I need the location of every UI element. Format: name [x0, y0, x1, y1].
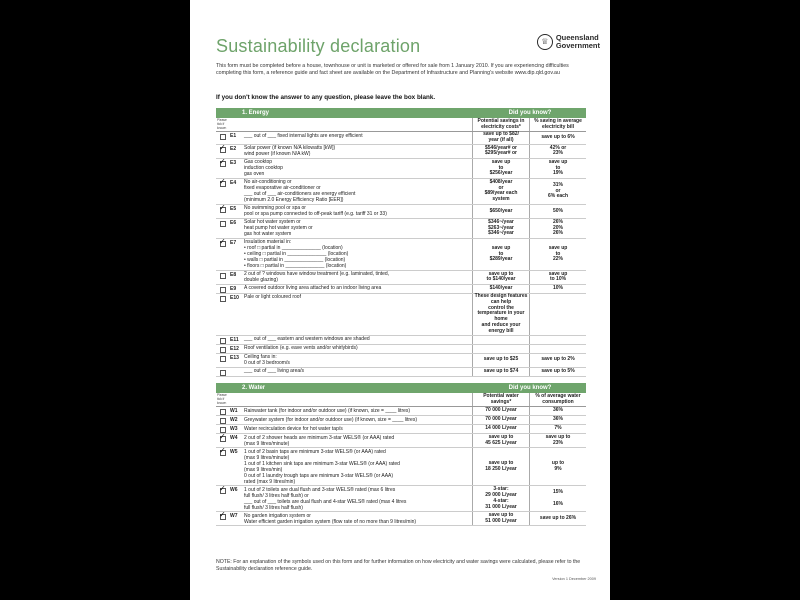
question-text: Water recirculation device for hot water tap/s [244, 425, 343, 432]
potential-savings: 14 000 L/year [472, 425, 529, 433]
percent-saving: 36% [529, 416, 586, 424]
potential-savings: save up to $256/year [472, 159, 529, 178]
potential-savings: 3-star: 29 000 L/year 4-star: 31 000 L/year [472, 486, 529, 511]
question-text: ___ out of ___ eastern and western windows are shaded [244, 336, 370, 343]
question-text: Rainwater tank (for indoor and/or outdoor use) (if known, size = ____ litres) [244, 407, 411, 414]
did-you-know-label: Did you know? [508, 110, 552, 116]
question-code [230, 368, 242, 376]
percent-saving: save up to 26% [529, 512, 586, 525]
question-text: 1 out of 2 basin taps are minimum 3-star WELS® (or AAA) rated (max 9 litres/minute) 1 out of 1 kitchen sink taps are minimum 3-star WELS® (or AAA) rated (max 9 litres/min) 0 out of 1 laundry trough taps are minimum 3-star WELS® (or AAA) rated (max 9 litres/min) [244, 448, 400, 485]
water-row [216, 416, 586, 425]
question-text: Solar power (if known N/A kilowatts [kW]) wind power (if known N/A kW) [244, 145, 336, 158]
question-text: Solar hot water system or heat pump hot water system or gas hot water system [244, 219, 313, 238]
tick-column-label: Please tick if known [217, 118, 227, 130]
potential-savings: These design features can help control the temperature in your home and reduce your energy bill [472, 294, 529, 335]
energy-row [216, 239, 586, 271]
water-percent-col: % of average water consumption [529, 393, 586, 406]
percent-saving: save up to 5% [529, 368, 586, 376]
percent-saving: save up to 19% [529, 159, 586, 178]
potential-savings: $650/year [472, 205, 529, 218]
question-code: E2 [230, 145, 237, 152]
energy-column-header [216, 118, 586, 132]
tick-checkbox[interactable] [220, 296, 226, 302]
energy-row [216, 345, 586, 354]
question-code: W2 [230, 417, 238, 424]
page-title: Sustainability declaration [216, 36, 421, 56]
water-column-header [216, 393, 586, 407]
potential-savings: $346~/year $263~/year $346~/year [472, 219, 529, 238]
tick-checkbox[interactable] [220, 356, 226, 362]
tick-checkbox[interactable] [220, 181, 226, 187]
question-text: Roof ventilation (e.g. eave vents and/or whirlybirds) [244, 345, 358, 352]
energy-savings-col: Potential savings in electricity costs* [472, 118, 529, 131]
percent-saving: save up to 2% [529, 354, 586, 367]
potential-savings: $140/year [472, 285, 529, 293]
percent-saving: save up to 22% [529, 239, 586, 270]
did-you-know-label: Did you know? [508, 385, 552, 391]
tick-checkbox[interactable] [220, 488, 226, 494]
percent-saving [529, 336, 586, 344]
question-code: W4 [230, 435, 238, 442]
question-text: 2 out of 2 shower heads are minimum 3-star WELS® (or AAA) rated (max 9 litres/minute) [244, 434, 395, 447]
percent-saving: 7% [529, 425, 586, 433]
energy-row [216, 336, 586, 345]
question-code: W1 [230, 408, 238, 415]
energy-row [216, 159, 586, 179]
question-code: E11 [230, 336, 239, 343]
warning-text: If you don't know the answer to any question, please leave the box blank. [216, 94, 436, 101]
potential-savings: $408/year or $89/year each system [472, 179, 529, 204]
intro-text: This form must be completed before a house, townhouse or unit is marketed or offered for sale from 1 January 2010. If you are experiencing difficulties completing this form, a reference guide and fact sheet are available on the Department of Infrastructure and Planning's website www.dip.qld.gov.au [216, 63, 569, 76]
percent-saving [529, 294, 586, 335]
question-code: E7 [230, 239, 237, 246]
potential-savings: save up to $74 [472, 368, 529, 376]
potential-savings [472, 345, 529, 353]
tick-column-label: Please tick if known [217, 393, 227, 405]
question-code: W6 [230, 487, 238, 494]
question-text: ___ out of ___ fixed internal lights are energy efficient [244, 132, 363, 139]
question-text: Gas cooktop induction cooktop gas oven [244, 159, 283, 178]
question-text: ___ out of ___ living area/s [244, 368, 305, 375]
potential-savings: save up to 51 000 L/year [472, 512, 529, 525]
potential-savings: $546/year# or $295/year# or [472, 145, 529, 158]
energy-row [216, 354, 586, 368]
question-code: E10 [230, 294, 239, 301]
question-text: Pale or light coloured roof [244, 294, 301, 301]
question-text: 1 out of 2 toilets are dual flush and 3-star WELS® rated (max 6 litres full flush/ 3 litres half flush) or ___ out of ___ toilets are dual flush and 4-star WELS® rated (max 4 litres full flush/ 3 litres half flush) [244, 486, 407, 511]
potential-savings: save up to $82/ year (if all) [472, 132, 529, 144]
tick-checkbox[interactable] [220, 273, 226, 279]
energy-heading: 1. Energy [242, 110, 270, 116]
potential-savings: save up to 45 625 L/year [472, 434, 529, 447]
tick-checkbox[interactable] [220, 134, 226, 140]
percent-saving: 31% or 6% each [529, 179, 586, 204]
question-text: No garden irrigation system or Water efficient garden irrigation system (flow rate of no more than 9 litres/min) [244, 512, 417, 525]
declaration-form-page [190, 0, 610, 600]
question-code: W5 [230, 449, 238, 456]
question-code: E8 [230, 271, 237, 278]
question-code: E4 [230, 179, 237, 186]
energy-row [216, 145, 586, 159]
energy-section [216, 108, 586, 377]
percent-saving: 10% [529, 285, 586, 293]
water-header [216, 383, 586, 393]
water-row [216, 486, 586, 512]
question-text: A covered outdoor living area attached to an indoor living area [244, 285, 382, 292]
energy-row [216, 271, 586, 285]
logo-line-1: Queensland [555, 33, 599, 42]
percent-saving: 36% [529, 407, 586, 415]
question-code: E13 [230, 354, 239, 361]
percent-saving: save up to 6% [529, 132, 586, 144]
logo-line-2: Government [555, 41, 600, 50]
energy-row [216, 294, 586, 336]
tick-checkbox[interactable] [220, 207, 226, 213]
energy-row [216, 219, 586, 239]
energy-percent-col: % saving in average electricity bill [529, 118, 586, 131]
question-text: 2 out of ? windows have window treatment (e.g. laminated, tinted, double glazing) [244, 271, 390, 284]
tick-checkbox[interactable] [220, 241, 226, 247]
tick-checkbox[interactable] [220, 287, 226, 293]
question-code: E6 [230, 219, 237, 226]
energy-row [216, 132, 586, 145]
tick-checkbox[interactable] [220, 347, 226, 353]
tick-checkbox[interactable] [220, 370, 226, 376]
tick-checkbox[interactable] [220, 450, 226, 456]
potential-savings: save up to 18 250 L/year [472, 448, 529, 485]
tick-checkbox[interactable] [220, 221, 226, 227]
percent-saving: up to 9% [529, 448, 586, 485]
percent-saving: 50% [529, 205, 586, 218]
question-text: No air-conditioning or fixed evaporative air-conditioner or ___ out of ___ air-conditioners are energy efficient (minimum 2.0 Energy Efficiency Ratio [EER]) [244, 179, 356, 204]
qld-government-logo [537, 34, 600, 50]
question-text: Greywater system (for indoor and/or outdoor use) (if known, size = ____ litres) [244, 416, 417, 423]
water-section [216, 383, 586, 526]
water-savings-col: Potential water savings* [472, 393, 529, 406]
question-text: No swimming pool or spa or pool or spa pump connected to off-peak tariff (e.g. tariff 31 or 33) [244, 205, 387, 218]
water-row [216, 448, 586, 486]
question-code: E5 [230, 205, 237, 212]
percent-saving: save up to 23% [529, 434, 586, 447]
potential-savings: save up to to $140/year [472, 271, 529, 284]
tick-checkbox[interactable] [220, 409, 226, 415]
tick-checkbox[interactable] [220, 338, 226, 344]
energy-header [216, 108, 586, 118]
question-code: E3 [230, 159, 237, 166]
question-code: E1 [230, 133, 237, 140]
potential-savings: save up to $289/year [472, 239, 529, 270]
energy-row [216, 285, 586, 294]
percent-saving [529, 345, 586, 353]
percent-saving: save up to 10% [529, 271, 586, 284]
question-code: W3 [230, 426, 238, 433]
tick-checkbox[interactable] [220, 418, 226, 424]
energy-row [216, 205, 586, 219]
question-code: E9 [230, 285, 237, 292]
potential-savings: 70 000 L/year [472, 416, 529, 424]
water-row [216, 425, 586, 434]
tick-checkbox[interactable] [220, 161, 226, 167]
version-label: Version 1 December 2009 [552, 577, 596, 581]
percent-saving: 42% or 23% [529, 145, 586, 158]
crest-icon: ♕ [537, 34, 553, 50]
water-heading: 2. Water [242, 385, 266, 391]
potential-savings [472, 336, 529, 344]
potential-savings: save up to $25 [472, 354, 529, 367]
tick-checkbox[interactable] [220, 436, 226, 442]
water-row [216, 407, 586, 416]
water-row [216, 434, 586, 448]
question-text: Insulation material in: • roof □ partial in ______________ (location) • ceiling □ partial in ______________ (location) • walls □ partial in ______________ (location) • floors □ partial in ______________ (location) [244, 239, 349, 270]
footnote: NOTE: For an explanation of the symbols used on this form and for further information on how electricity and water savings were calculated, please refer to the Sustainability declaration reference guide. [216, 559, 581, 572]
tick-checkbox[interactable] [220, 514, 226, 520]
energy-row [216, 368, 586, 377]
potential-savings: 70 000 L/year [472, 407, 529, 415]
energy-row [216, 179, 586, 205]
water-row [216, 512, 586, 526]
question-code: W7 [230, 513, 238, 520]
percent-saving: 26% 20% 26% [529, 219, 586, 238]
percent-saving: 15% 16% [529, 486, 586, 511]
question-text: Ceiling fans in: 0 out of 3 bedroom/s [244, 354, 290, 367]
tick-checkbox[interactable] [220, 147, 226, 153]
question-code: E12 [230, 345, 239, 352]
